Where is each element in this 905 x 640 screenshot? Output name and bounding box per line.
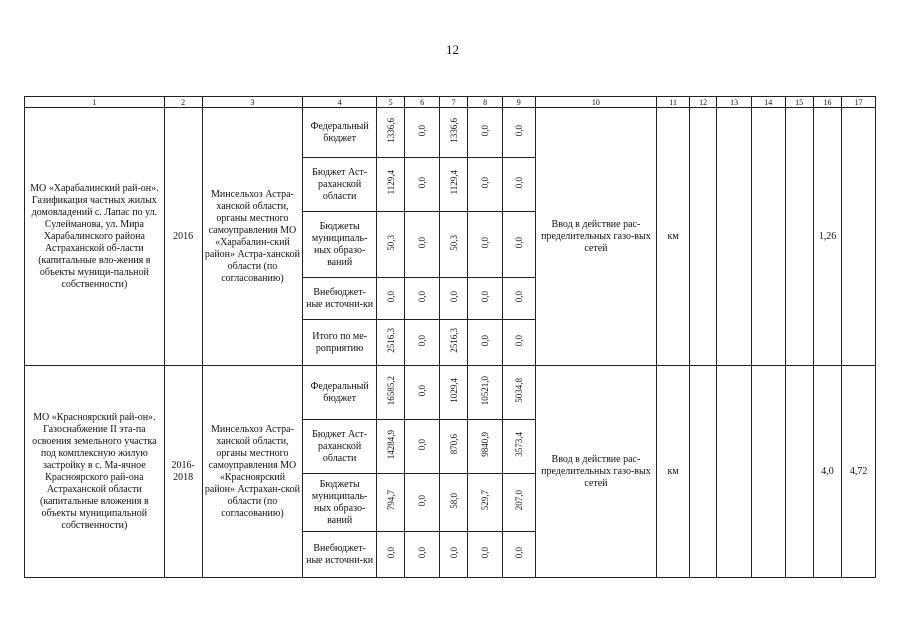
cell-value: 16585,2: [385, 375, 396, 406]
value-cell-12: [689, 366, 716, 578]
table-row: [25, 366, 876, 420]
amount-cell: [468, 366, 503, 420]
cell-value: 0,0: [417, 290, 428, 303]
value-cell-12: [689, 108, 716, 366]
amount-cell: [405, 278, 440, 320]
amount-cell: [468, 158, 503, 212]
unit-cell: км: [657, 108, 690, 366]
amount-cell: [405, 158, 440, 212]
column-number-cell: 5: [376, 97, 404, 108]
cell-value: 0,0: [417, 438, 428, 451]
amount-cell: [468, 108, 503, 158]
cell-value: 0,0: [417, 546, 428, 559]
amount-cell: [376, 320, 404, 366]
funding-source-cell: Федеральный бюджет: [303, 108, 377, 158]
funding-source-cell: Итого по ме-роприятию: [303, 320, 377, 366]
years-cell: 2016-2018: [164, 366, 202, 578]
column-number-cell: 11: [657, 97, 690, 108]
executor-cell: Минсельхоз Астра-ханской области, органы местного самоуправления МО «Харабалин-ский район» Астра-ханской области (по согласованию): [202, 108, 303, 366]
amount-cell: [468, 320, 503, 366]
page-number: 12: [446, 42, 459, 57]
column-number-cell: 14: [751, 97, 785, 108]
cell-value: 0,0: [513, 236, 524, 249]
cell-value: 1336,6: [385, 118, 396, 143]
column-number-cell: 17: [842, 97, 876, 108]
cell-value: 5034,8: [513, 378, 524, 403]
funding-source-cell: Бюджеты муниципаль-ных образо-ваний: [303, 212, 377, 278]
amount-cell: [405, 366, 440, 420]
cell-value: 1029,4: [448, 378, 459, 403]
column-number-cell: 8: [468, 97, 503, 108]
amount-cell: [376, 212, 404, 278]
unit-cell: км: [657, 366, 690, 578]
cell-value: 0,0: [417, 494, 428, 507]
amount-cell: [502, 158, 535, 212]
amount-cell: [502, 212, 535, 278]
amount-cell: [502, 320, 535, 366]
column-number-cell: 6: [405, 97, 440, 108]
cell-value: 0,0: [480, 176, 491, 189]
amount-cell: [468, 474, 503, 532]
amount-cell: [439, 320, 467, 366]
amount-cell: [468, 532, 503, 578]
amount-cell: [439, 158, 467, 212]
amount-cell: [439, 532, 467, 578]
cell-value: 207,0: [513, 490, 524, 511]
cell-value: 0,0: [417, 236, 428, 249]
value-cell-16: 4,0: [813, 366, 841, 578]
column-number-cell: 7: [439, 97, 467, 108]
value-cell-17: 4,72: [842, 366, 876, 578]
amount-cell: [502, 108, 535, 158]
funding-source-cell: Внебюджет-ные источни-ки: [303, 278, 377, 320]
years-cell: 2016: [164, 108, 202, 366]
amount-cell: [376, 366, 404, 420]
cell-value: 14284,9: [385, 429, 396, 460]
funding-source-cell: Федеральный бюджет: [303, 366, 377, 420]
amount-cell: [405, 108, 440, 158]
cell-value: 1336,6: [448, 118, 459, 143]
cell-value: 794,7: [385, 490, 396, 511]
funding-source-cell: Бюджеты муниципаль-ных образо-ваний: [303, 474, 377, 532]
cell-value: 0,0: [513, 334, 524, 347]
cell-value: 50,3: [385, 234, 396, 251]
program-table: [24, 96, 876, 578]
amount-cell: [405, 212, 440, 278]
column-number-cell: 3: [202, 97, 303, 108]
amount-cell: [439, 212, 467, 278]
amount-cell: [439, 366, 467, 420]
cell-value: 0,0: [513, 290, 524, 303]
column-number-cell: 12: [689, 97, 716, 108]
amount-cell: [439, 420, 467, 474]
cell-value: 0,0: [417, 176, 428, 189]
cell-value: 0,0: [417, 124, 428, 137]
cell-value: 0,0: [480, 236, 491, 249]
cell-value: 2516,3: [385, 328, 396, 353]
cell-value: 0,0: [513, 124, 524, 137]
amount-cell: [439, 278, 467, 320]
cell-value: 1129,4: [448, 170, 459, 195]
amount-cell: [468, 420, 503, 474]
cell-value: 0,0: [480, 290, 491, 303]
cell-value: 529,7: [480, 490, 491, 511]
amount-cell: [405, 532, 440, 578]
amount-cell: [376, 108, 404, 158]
cell-value: 58,0: [448, 492, 459, 509]
column-number-cell: 1: [25, 97, 165, 108]
amount-cell: [468, 212, 503, 278]
funding-source-cell: Бюджет Аст-раханской области: [303, 420, 377, 474]
value-cell-15: [785, 366, 813, 578]
cell-value: 0,0: [417, 384, 428, 397]
column-number-cell: 16: [813, 97, 841, 108]
amount-cell: [405, 474, 440, 532]
cell-value: 9840,9: [480, 432, 491, 457]
activity-name-cell: МО «Харабалинский рай-он». Газификация частных жилых домовладений с. Лапас по ул. Сулейманова, ул. Мира Харабалинского района Астраханской об-ласти (капитальные вло-жения в объекты муници-пальной собственности): [25, 108, 165, 366]
amount-cell: [502, 532, 535, 578]
cell-value: 10521,0: [480, 375, 491, 406]
cell-value: 50,3: [448, 234, 459, 251]
column-number-cell: 9: [502, 97, 535, 108]
table-row: [25, 108, 876, 158]
amount-cell: [439, 474, 467, 532]
cell-value: 0,0: [513, 176, 524, 189]
amount-cell: [376, 474, 404, 532]
cell-value: 0,0: [448, 546, 459, 559]
funding-source-cell: Бюджет Аст-раханской области: [303, 158, 377, 212]
header-row: [25, 97, 876, 108]
value-cell-15: [785, 108, 813, 366]
amount-cell: [439, 108, 467, 158]
amount-cell: [376, 158, 404, 212]
amount-cell: [376, 278, 404, 320]
cell-value: 2516,3: [448, 328, 459, 353]
cell-value: 0,0: [417, 334, 428, 347]
amount-cell: [502, 420, 535, 474]
value-cell-16: 1,26: [813, 108, 841, 366]
cell-value: 0,0: [448, 290, 459, 303]
amount-cell: [468, 278, 503, 320]
cell-value: 0,0: [385, 546, 396, 559]
value-cell-13: [717, 108, 752, 366]
column-number-cell: 10: [535, 97, 657, 108]
column-number-cell: 4: [303, 97, 377, 108]
amount-cell: [405, 420, 440, 474]
indicator-cell: Ввод в действие рас-пределительных газо-вых сетей: [535, 366, 657, 578]
funding-source-cell: Внебюджет-ные источни-ки: [303, 532, 377, 578]
cell-value: 1129,4: [385, 170, 396, 195]
amount-cell: [376, 532, 404, 578]
amount-cell: [376, 420, 404, 474]
cell-value: 0,0: [480, 546, 491, 559]
column-number-cell: 13: [717, 97, 752, 108]
cell-value: 0,0: [480, 334, 491, 347]
cell-value: 3573,4: [513, 432, 524, 457]
activity-name-cell: МО «Красноярский рай-он». Газоснабжение II эта-па освоения земельного участка под комплексную жилую застройку в с. Ма-ячное Красноярского рай-она Астраханской области (капитальные вложения в объекты муниципальной собственности): [25, 366, 165, 578]
indicator-cell: Ввод в действие рас-пределительных газо-вых сетей: [535, 108, 657, 366]
cell-value: 870,6: [448, 434, 459, 455]
cell-value: 0,0: [385, 290, 396, 303]
amount-cell: [502, 278, 535, 320]
column-number-cell: 2: [164, 97, 202, 108]
value-cell-14: [751, 108, 785, 366]
column-number-cell: 15: [785, 97, 813, 108]
amount-cell: [405, 320, 440, 366]
cell-value: 0,0: [513, 546, 524, 559]
value-cell-13: [717, 366, 752, 578]
executor-cell: Минсельхоз Астра-ханской области, органы местного самоуправления МО «Красноярский район» Астрахан-ской области (по согласованию): [202, 366, 303, 578]
value-cell-14: [751, 366, 785, 578]
amount-cell: [502, 474, 535, 532]
value-cell-17: [842, 108, 876, 366]
amount-cell: [502, 366, 535, 420]
cell-value: 0,0: [480, 124, 491, 137]
